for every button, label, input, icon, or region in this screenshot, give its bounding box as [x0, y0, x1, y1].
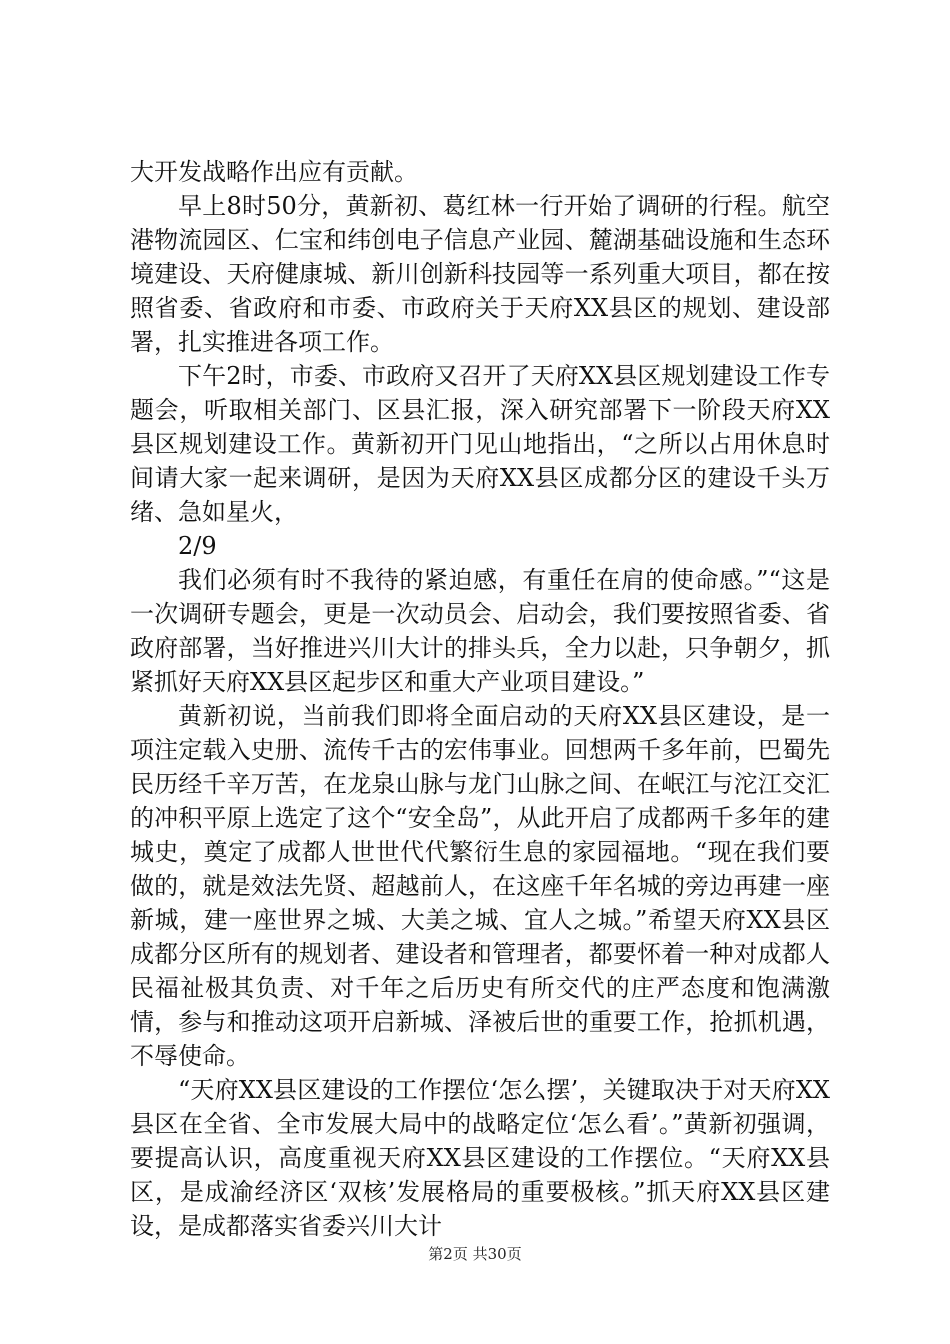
paragraph-5: 黄新初说，当前我们即将全面启动的天府XX县区建设，是一项注定载入史册、流传千古的宏伟事业。回想两千多年前，巴蜀先民历经千辛万苦，在龙泉山脉与龙门山脉之间、在岷江与沱江交汇的冲积平原上选定了这个“安全岛”，从此开启了成都两千多年的建城史，奠定了成都人世世代代繁衍生息的家园福地。“现在我们要做的，就是效法先贤、超越前人，在这座千年名城的旁边再建一座新城，建一座世界之城、大美之城、宜人之城。”希望天府XX县区成都分区所有的规划者、建设者和管理者，都要怀着一种对成都人民福祉极其负责、对千年之后历史有所交代的庄严态度和饱满激情，参与和推动这项开启新城、泽被后世的重要工作，抢抓机遇，不辱使命。 [130, 702, 830, 1070]
page-footer: 第2页 共30页 [428, 1245, 522, 1263]
paragraph-3: 下午2时，市委、市政府又召开了天府XX县区规划建设工作专题会，听取相关部门、区县汇报，深入研究部署下一阶段天府XX县区规划建设工作。黄新初开门见山地指出，“之所以占用休息时间请大家一起来调研，是因为天府XX县区成都分区的建设千头万绪、急如星火， [130, 362, 830, 526]
page-marker: 2/9 [178, 532, 217, 560]
paragraph-6: “天府XX县区建设的工作摆位‘怎么摆’，关键取决于对天府XX县区在全省、全市发展大局中的战略定位‘怎么看’。”黄新初强调，要提高认识，高度重视天府XX县区建设的工作摆位。“天府XX县区，是成渝经济区‘双核’发展格局的重要极核。”抓天府XX县区建设，是成都落实省委兴川大计 [130, 1076, 830, 1240]
paragraph-2: 早上8时50分，黄新初、葛红林一行开始了调研的行程。航空港物流园区、仁宝和纬创电子信息产业园、麓湖基础设施和生态环境建设、天府健康城、新川创新科技园等一系列重大项目，都在按照省委、省政府和市委、市政府关于天府XX县区的规划、建设部署，扎实推进各项工作。 [130, 192, 830, 356]
paragraph-1: 大开发战略作出应有贡献。 [130, 158, 418, 186]
document-body [130, 155, 830, 1243]
paragraph-4: 我们必须有时不我待的紧迫感，有重任在肩的使命感。”“这是一次调研专题会，更是一次动员会、启动会，我们要按照省委、省政府部署，当好推进兴川大计的排头兵，全力以赴，只争朝夕，抓紧抓好天府XX县区起步区和重大产业项目建设。” [130, 566, 830, 696]
